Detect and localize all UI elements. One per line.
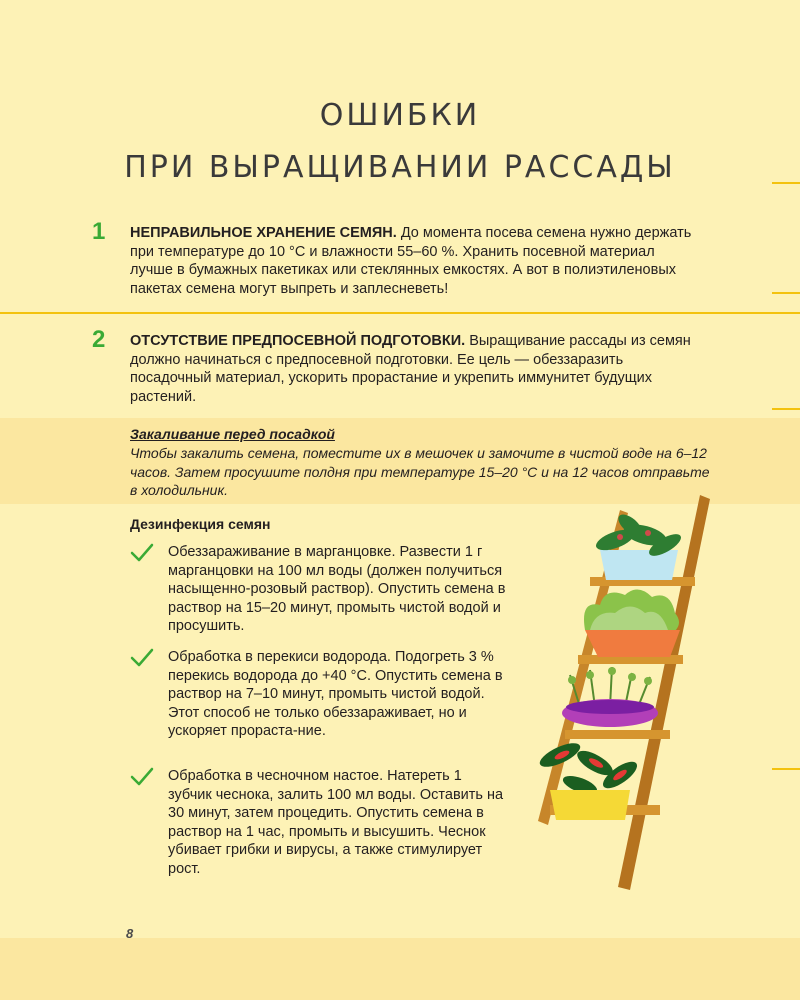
- section-number: 1: [92, 218, 106, 245]
- tip-box: [0, 418, 800, 504]
- check-icon: [130, 767, 154, 787]
- section-heading: ОТСУТСТВИЕ ПРЕДПОСЕВНОЙ ПОДГОТОВКИ.: [130, 333, 466, 349]
- check-icon: [130, 648, 154, 668]
- check-icon: [130, 543, 154, 563]
- section-1-text: [130, 224, 700, 298]
- list-item-text: Обеззараживание в марганцовке. Развести 1 г марганцовки на 100 мл воды (должен получиться насыщенно-розовый раствор). Опустить семена в раствор на 15–20 минут, промыть чистой водой и просушить.: [168, 544, 506, 634]
- section-2-text: [130, 332, 700, 406]
- page-number: 8: [126, 926, 134, 941]
- plant-ladder-illustration: [520, 495, 720, 895]
- section-number: 2: [92, 326, 106, 353]
- margin-tick: [772, 292, 800, 294]
- title-line-1: ОШИБКИ: [319, 98, 481, 133]
- list-item-text: Обработка в перекиси водорода. Подогреть 3 % перекись водорода до +40 °С. Опустить семена в раствор на 7–10 минут, промыть чистой водой. Этот способ не только обеззараживает, но и ускоряет прораста-ние.: [168, 649, 503, 739]
- disinfection-heading: Дезинфекция семян: [130, 516, 271, 532]
- margin-tick: [772, 408, 800, 410]
- section-heading: НЕПРАВИЛЬНОЕ ХРАНЕНИЕ СЕМЯН.: [130, 225, 397, 241]
- section-body: До момента посева семена нужно держать при температуре до 10 °C и влажности 55–60 %. Хранить посевной материал лучше в бумажных пакетиках или стеклянных емкостях. А вот в полиэтиленовых пакетах семена могут выпреть и заплесневеть!: [130, 225, 692, 297]
- title-line-2: ПРИ ВЫРАЩИВАНИИ РАССАДЫ: [124, 150, 676, 185]
- tip-title: Закаливание перед посадкой: [130, 426, 335, 442]
- section-body: Выращивание рассады из семян должно начинаться с предпосевной подготовки. Ее цель — обеззаразить посадочный материал, ускорить прорастание и укрепить иммунитет будущих растений.: [130, 333, 691, 405]
- page-title: [0, 90, 800, 194]
- footer-band: [0, 938, 800, 1000]
- margin-tick: [772, 182, 800, 184]
- margin-tick: [772, 768, 800, 770]
- list-item-text: Обработка в чесночном настое. Натереть 1 зубчик чеснока, залить 100 мл воды. Оставить на 30 минут, затем процедить. Опустить семена в раствор на 1 час, промыть и высушить. Чеснок убивает грибки и вирусы, а также стимулирует рост.: [168, 768, 504, 877]
- tip-text: Чтобы закалить семена, поместите их в мешочек и замочите в чистой воде на 6–12 часов. Затем просушите полдня при температуре 15–20 °С и на 12 часов отправьте в холодильник.: [130, 445, 710, 498]
- divider: [0, 312, 800, 314]
